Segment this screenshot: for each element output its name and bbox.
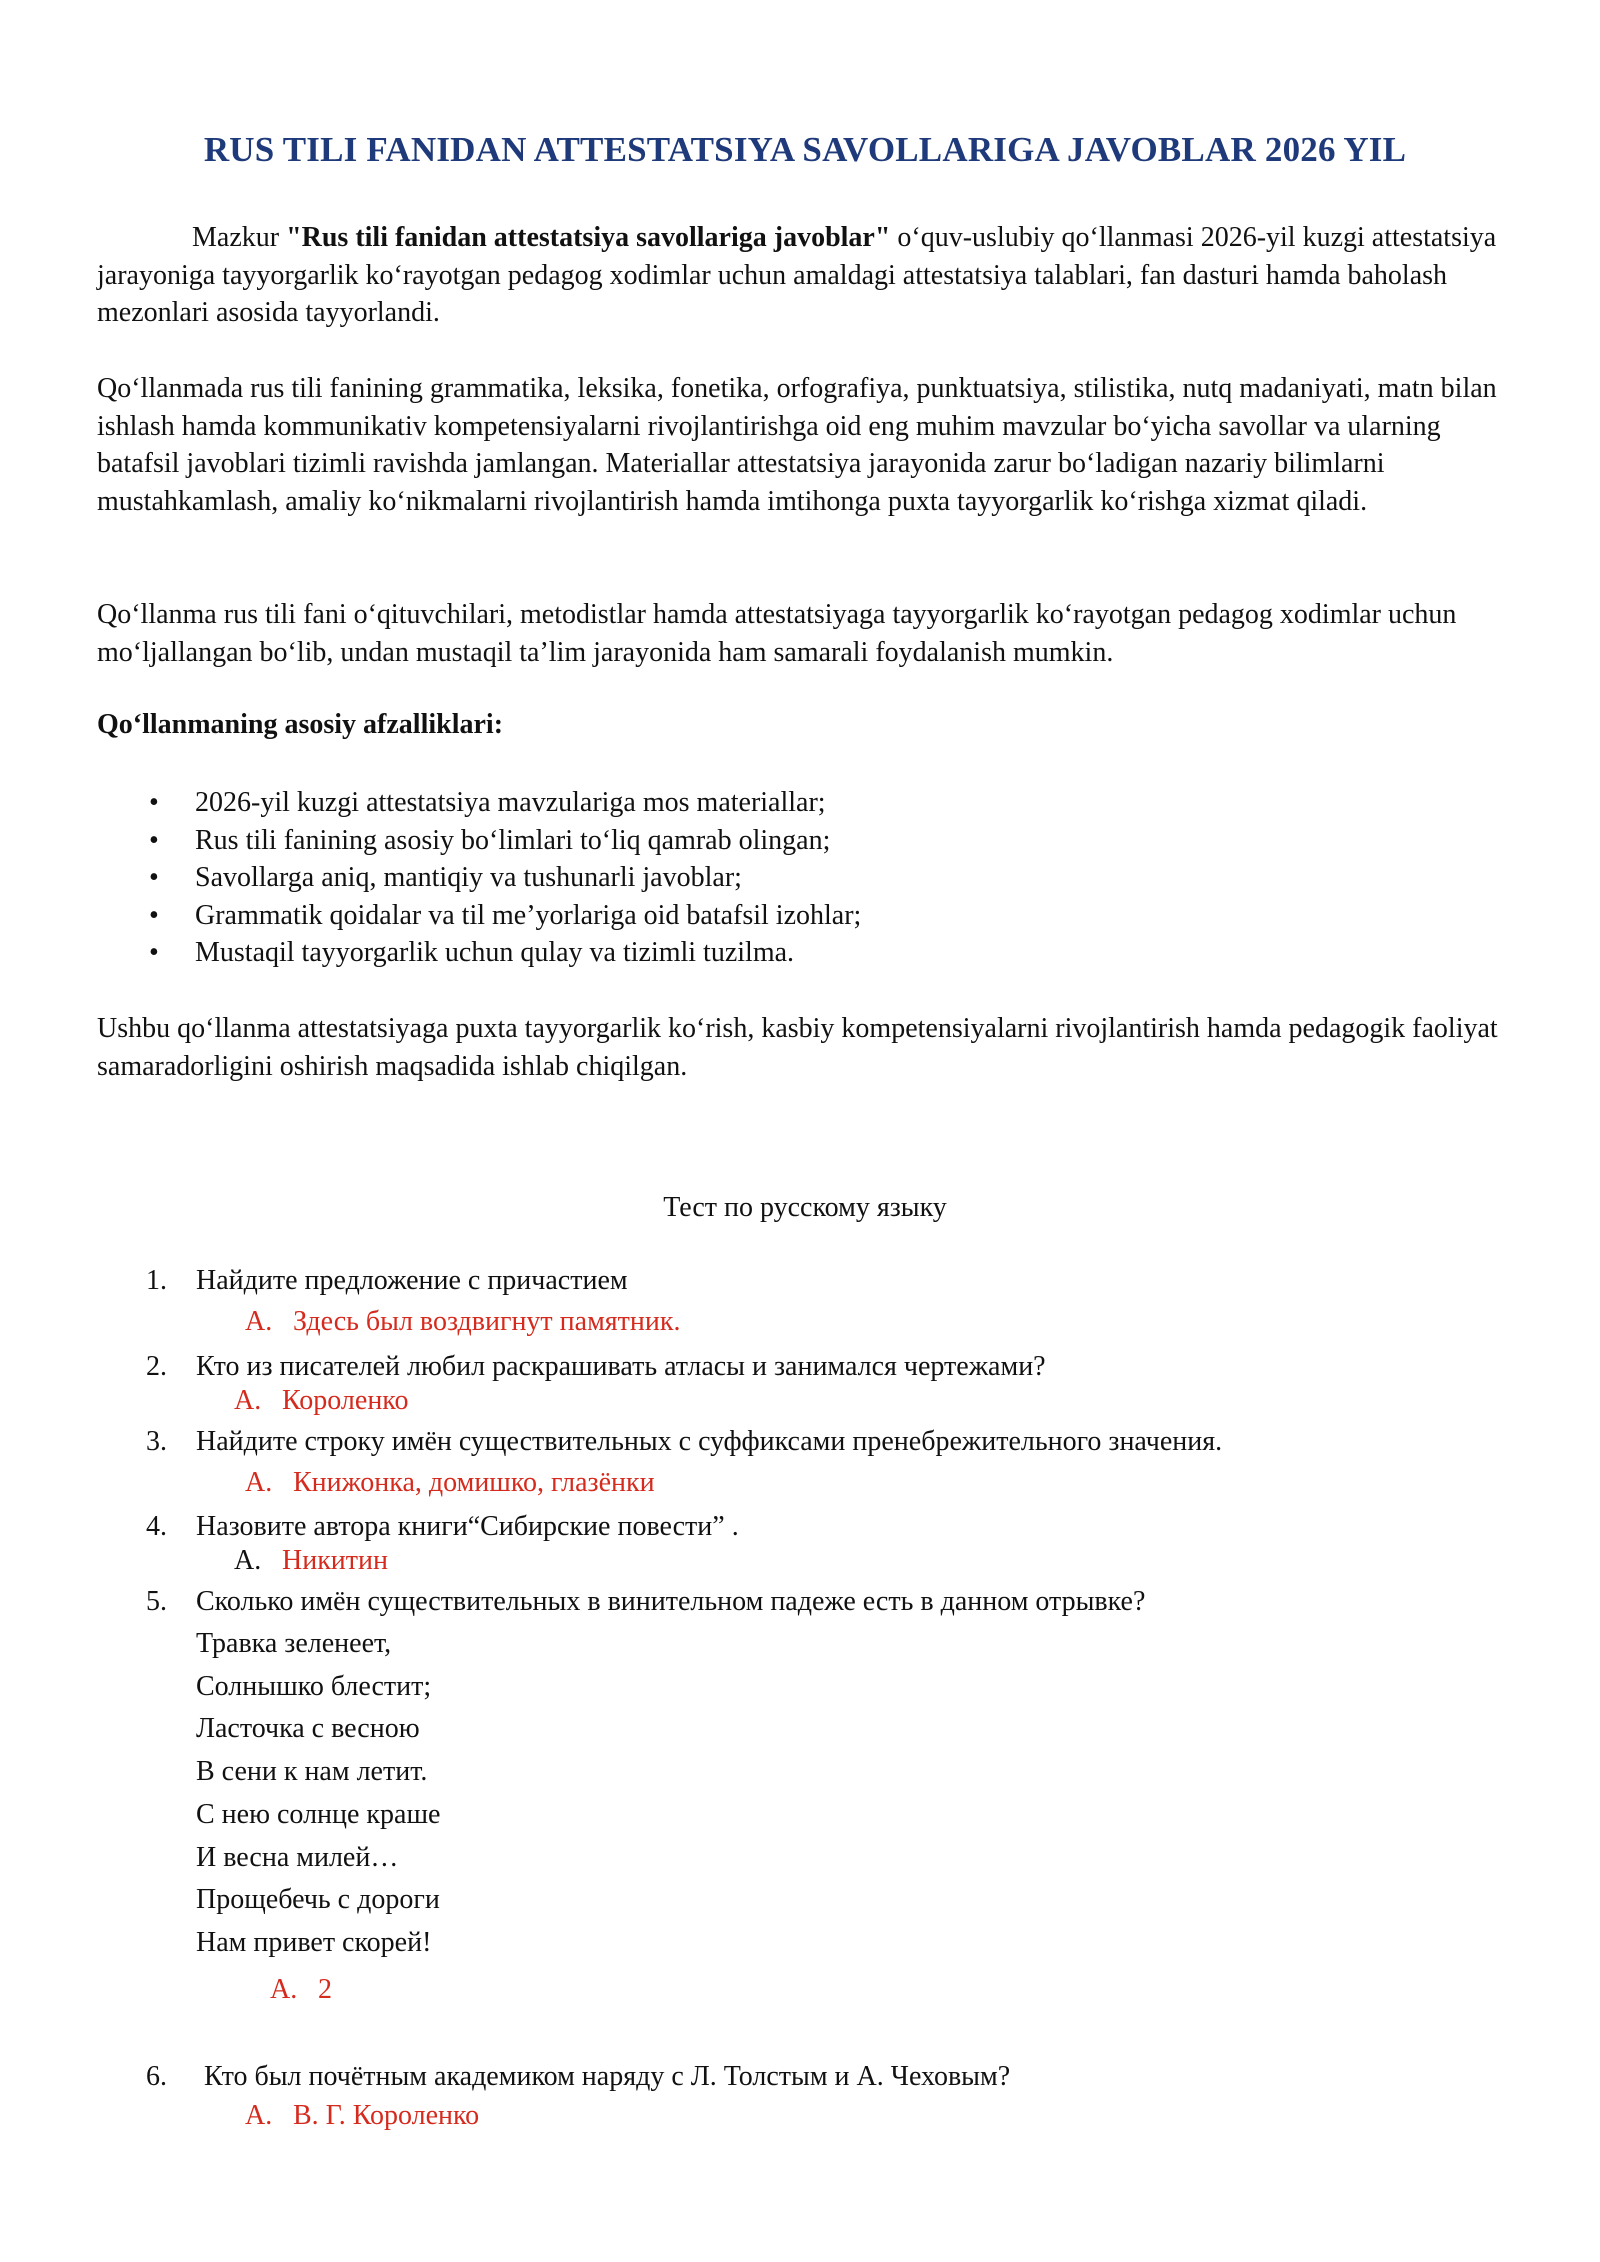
poem-line: И весна милей… bbox=[196, 1841, 399, 1873]
question-text: Сколько имён существительных в винительном падеже есть в данном отрывке? bbox=[196, 1586, 1146, 1617]
poem-line: В сени к нам летит. bbox=[196, 1756, 428, 1788]
question-6 bbox=[146, 2058, 1010, 2095]
list-item-text: Mustaqil tayyorgarlik uchun qulay va tizimli tuzilma. bbox=[195, 937, 795, 968]
answer-text: Здесь был воздвигнут памятник. bbox=[293, 1306, 681, 1337]
answer-letter: А. bbox=[245, 1467, 273, 1498]
list-item bbox=[97, 897, 861, 935]
list-item-text: Rus tili fanining asosiy boʻlimlari toʻliq qamrab olingan; bbox=[195, 824, 831, 856]
question-1 bbox=[146, 1262, 628, 1299]
bullet-icon: • bbox=[149, 899, 159, 931]
list-item-text: Grammatik qoidalar va til meʼyorlariga oid batafsil izohlar; bbox=[195, 899, 862, 931]
question-number: 2. bbox=[146, 1351, 167, 1382]
list-item bbox=[97, 934, 861, 972]
poem-line: Прощебечь с дороги bbox=[196, 1884, 440, 1916]
bullet-icon: • bbox=[149, 937, 159, 968]
question-text: Найдите строку имён существительных с суффиксами пренебрежительного значения. bbox=[196, 1426, 1223, 1457]
question-number: 6. bbox=[146, 2061, 167, 2092]
answer-letter: А. bbox=[234, 1385, 262, 1416]
question-number: 3. bbox=[146, 1426, 167, 1457]
intro-p1-book-title: "Rus tili fanidan attestatsiya savollariga javoblar" bbox=[286, 222, 891, 253]
question-5 bbox=[146, 1583, 1145, 1620]
intro-p1-rest: oʻquv-uslubiy qoʻllanmasi 2026-yil kuzgi attestatsiya jarayoniga tayyorgarlik koʻrayotgan pedagog xodimlar uchun amaldagi attestatsiya talablari, fan dasturi hamda baholash mezonlari asosida tayyorlandi. bbox=[97, 222, 1497, 328]
intro-p1-prefix: Mazkur bbox=[192, 222, 287, 253]
answer-5 bbox=[270, 1974, 332, 2006]
advantages-heading: Qoʻllanmaning asosiy afzalliklari: bbox=[97, 709, 504, 740]
bullet-icon: • bbox=[149, 787, 159, 818]
intro-paragraph-3: Qoʻllanma rus tili fani oʻqituvchilari, metodistlar hamda attestatsiyaga tayyorgarlik koʻrayotgan pedagog xodimlar uchun moʻljallangan boʻlib, undan mustaqil taʼlim jarayonida ham samarali foydalanish mumkin. bbox=[97, 599, 1457, 668]
bullet-icon: • bbox=[149, 824, 159, 856]
poem-excerpt bbox=[196, 1623, 440, 1965]
answer-6 bbox=[245, 2100, 479, 2132]
question-2 bbox=[146, 1348, 1046, 1385]
intro-paragraph-1 bbox=[97, 219, 1517, 332]
question-number: 1. bbox=[146, 1265, 167, 1296]
poem-line: Нам привет скорей! bbox=[196, 1926, 432, 1958]
answer-letter: А. bbox=[270, 1974, 298, 2005]
answer-4 bbox=[234, 1545, 388, 1577]
list-item-text: Savollarga aniq, mantiqiy va tushunarli javoblar; bbox=[195, 862, 742, 893]
list-item bbox=[97, 822, 861, 860]
bullet-icon: • bbox=[149, 862, 159, 893]
test-title: Тест по русскому языку bbox=[663, 1192, 947, 1223]
answer-text: Никитин bbox=[282, 1545, 388, 1576]
list-item bbox=[97, 784, 861, 822]
answer-letter: А. bbox=[245, 1306, 273, 1337]
question-4 bbox=[146, 1508, 739, 1545]
poem-line: Ласточка с весною bbox=[196, 1713, 420, 1745]
intro-paragraph-4: Ushbu qoʻllanma attestatsiyaga puxta tayyorgarlik koʻrish, kasbiy kompetensiyalarni rivojlantirish hamda pedagogik faoliyat samaradorligini oshirish maqsadida ishlab chiqilgan. bbox=[97, 1013, 1498, 1082]
answer-letter: А. bbox=[234, 1545, 262, 1576]
answer-text: Книжонка, домишко, глазёнки bbox=[293, 1467, 655, 1498]
answer-1 bbox=[245, 1306, 681, 1338]
list-item-text: 2026-yil kuzgi attestatsiya mavzulariga mos materiallar; bbox=[195, 787, 826, 818]
question-text: Кто из писателей любил раскрашивать атласы и занимался чертежами? bbox=[196, 1351, 1046, 1382]
poem-line: Солнышко блестит; bbox=[196, 1670, 432, 1702]
question-text: Найдите предложение с причастием bbox=[196, 1265, 628, 1296]
poem-line: Травка зеленеет, bbox=[196, 1628, 392, 1659]
poem-line: С нею солнце краше bbox=[196, 1798, 441, 1830]
answer-letter: А. bbox=[245, 2100, 273, 2131]
answer-text: В. Г. Короленко bbox=[293, 2100, 480, 2131]
question-number: 5. bbox=[146, 1586, 167, 1617]
answer-3 bbox=[245, 1467, 655, 1499]
answer-2 bbox=[234, 1385, 408, 1417]
answer-text: Короленко bbox=[282, 1385, 409, 1416]
question-3 bbox=[146, 1423, 1222, 1460]
intro-paragraph-2: Qoʻllanmada rus tili fanining grammatika, leksika, fonetika, orfografiya, punktuatsiya, stilistika, nutq madaniyati, matn bilan ishlash hamda kommunikativ kompetensiyalarni rivojlantirishga oid eng muhim mavzular boʻyicha savollar va ularning batafsil javoblari tizimli ravishda jamlangan. Materiallar attestatsiya jarayonida zarur boʻladigan nazariy bilimlarni mustahkamlash, amaliy koʻnikmalarni rivojlantirish hamda imtihonga puxta tayyorgarlik koʻrishga xizmat qiladi. bbox=[97, 373, 1497, 517]
list-item bbox=[97, 859, 861, 897]
question-text: Кто был почётным академиком наряду с Л. Толстым и А. Чеховым? bbox=[204, 2061, 1011, 2092]
answer-text: 2 bbox=[318, 1974, 332, 2005]
question-number: 4. bbox=[146, 1511, 167, 1542]
advantages-list bbox=[97, 784, 861, 972]
document-title: RUS TILI FANIDAN ATTESTATSIYA SAVOLLARIGA JAVOBLAR 2026 YIL bbox=[203, 130, 1407, 169]
question-text: Назовите автора книги“Сибирские повести” . bbox=[196, 1511, 739, 1542]
